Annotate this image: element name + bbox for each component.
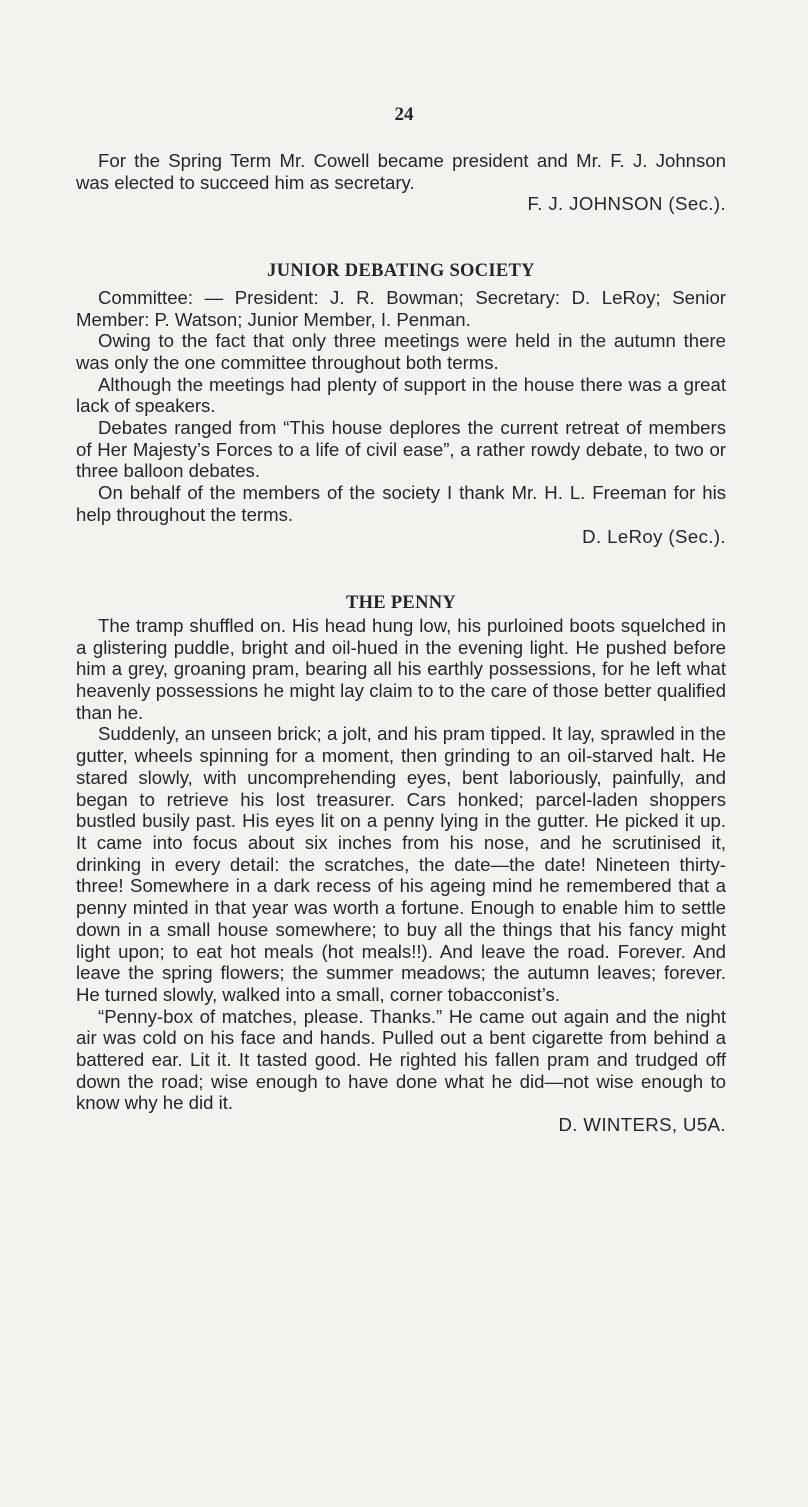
intro-signature: F. J. JOHNSON (Sec.). (527, 193, 726, 215)
thanks-paragraph: On behalf of the members of the society I thank Mr. H. L. Freeman for his help throughout the terms. (76, 482, 726, 525)
speakers-paragraph: Although the meetings had plenty of support in the house there was a great lack of speakers. (76, 373, 726, 417)
page-content (76, 150, 726, 1136)
page-number: 24 (394, 104, 414, 125)
junior-debating-section (76, 261, 726, 547)
junior-debating-signature: D. LeRoy (Sec.). (582, 525, 726, 547)
section-spacer (76, 547, 726, 593)
the-penny-heading: THE PENNY (345, 593, 457, 614)
story-paragraph-2: Suddenly, an unseen brick; a jolt, and his pram tipped. It lay, sprawled in the gutter, wheels spinning for a moment, then grinding to an oil-starved halt. He stared slowly, with uncomprehending eyes, bent laboriously, painfully, and began to retrieve his lost treasurer. Cars honked; parcel-laden shoppers bustled busily past. His eyes lit on a penny lying in the gutter. He picked it up. It came into focus about six inches from his nose, and he scrutinised it, drinking in every detail: the scratches, the date—the date! Nineteen thirty-three! Somewhere in a dark recess of his ageing mind he remembered that a penny minted in that year was worth a fortune. Enough to enable him to settle down in a small house somewhere; to buy all the things that his fancy might light upon; to eat hot meals (hot meals!!). And leave the road. Forever. And leave the spring flowers; the summer meadows; the autumn leaves; forever. He turned slowly, walked into a small, corner tobacconist’s. (76, 723, 726, 1005)
story-signature: D. WINTERS, U5A. (558, 1114, 726, 1136)
the-penny-section (76, 593, 726, 1136)
story-paragraph-3: “Penny-box of matches, please. Thanks.” He came out again and the night air was cold on his face and hands. Pulled out a bent cigarette from behind a battered ear. Lit it. It tasted good. He righted his fallen pram and trudged off down the road; wise enough to have done what he did—not wise enough to know why he did it. (76, 1005, 726, 1114)
story-paragraph-1: The tramp shuffled on. His head hung low, his purloined boots squelched in a glistering puddle, bright and oil-hued in the evening light. He pushed before him a grey, groaning pram, bearing all his earthly possessions, for he left what heavenly possessions he might lay claim to to the care of those better qualified than he. (76, 614, 726, 723)
junior-debating-heading: JUNIOR DEBATING SOCIETY (267, 261, 535, 282)
intro-paragraph: For the Spring Term Mr. Cowell became president and Mr. F. J. Johnson was elected to succeed him as secretary. (76, 150, 726, 193)
intro-section (76, 150, 726, 215)
committee-paragraph: Committee: — President: J. R. Bowman; Secretary: D. LeRoy; Senior Member: P. Watson; Junior Member, I. Penman. (76, 286, 726, 330)
meetings-paragraph: Owing to the fact that only three meetings were held in the autumn there was only the one committee throughout both terms. (76, 330, 726, 373)
section-spacer (76, 215, 726, 261)
debates-paragraph: Debates ranged from “This house deplores the current retreat of members of Her Majesty’s Forces to a life of civil ease”, a rather rowdy debate, to two or three balloon debates. (76, 417, 726, 482)
